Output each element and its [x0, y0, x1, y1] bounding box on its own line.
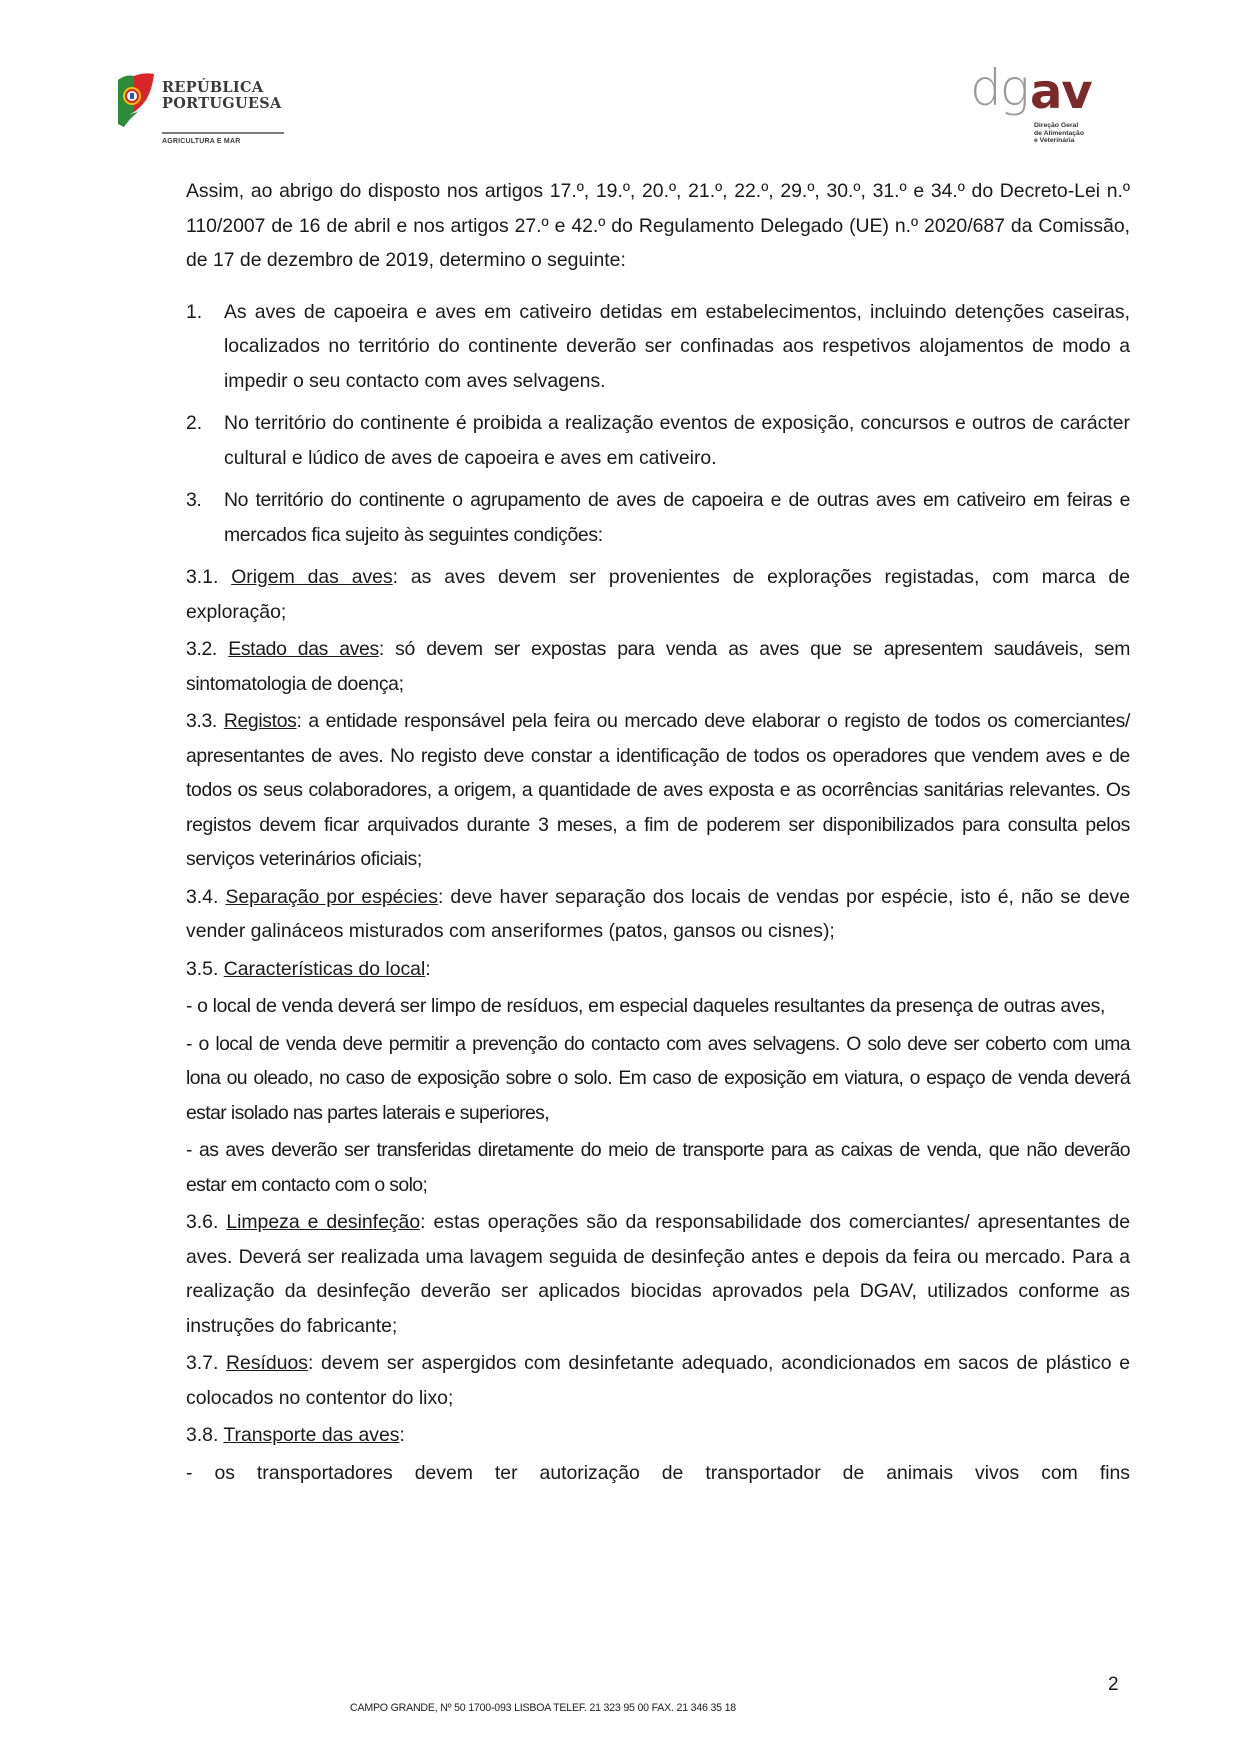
rp-subtitle: AGRICULTURA E MAR	[162, 138, 241, 145]
republica-portuguesa-logo	[112, 72, 292, 152]
dgav-sub-line3: e Veterinária	[1034, 137, 1075, 144]
rp-divider	[162, 132, 284, 134]
subitem-title: Estado das aves	[228, 638, 379, 660]
subitem-text: : só devem ser expostas para venda as aves que se apresentem saudáveis, sem sintomatologia de doença;	[186, 638, 1130, 695]
subitem-text: : deve haver separação dos locais de vendas por espécie, isto é, não se deve vender galináceos misturados com anseriformes (patos, gansos ou cisnes);	[186, 885, 1131, 942]
subitem-number: 3.2.	[186, 638, 217, 660]
subitem-text: :	[425, 957, 431, 980]
list-number: 2.	[186, 412, 203, 434]
dgav-logo	[970, 59, 1120, 156]
subitem-text: : as aves devem ser provenientes de explorações registadas, com marca de exploração;	[186, 566, 1130, 623]
subitem-title: Separação por espécies	[225, 885, 438, 908]
rp-title-line2: PORTUGUESA	[162, 95, 282, 112]
dgav-wordmark-dg: dg	[970, 59, 1028, 117]
local-bullet-2: - o local de venda deve permitir a prevenção do contacto com aves selvagens. O solo deve ser coberto com uma lona ou oleado, no caso de exposição sobre o solo. Em caso de exposição em viatura, o espaço de venda deverá estar isolado nas partes laterais e superiores,	[186, 1032, 1130, 1124]
subitem-number: 3.7.	[186, 1352, 219, 1374]
subitem-number: 3.4.	[186, 885, 219, 908]
subitem-title: Registos	[223, 710, 297, 732]
document-body	[186, 174, 1130, 1493]
subitem-number: 3.1.	[186, 566, 219, 588]
subitem-text: : a entidade responsável pela feira ou mercado deve elaborar o registo de todos os comerciantes/ apresentantes de aves. No registo deve constar a identificação de todos os operadores que vendem aves e de todos os seus colaboradores, a origem, a quantidade de aves exposta e as ocorrências sanitárias relevantes. Os registos devem ficar arquivados durante 3 meses, a fim de poderem ser disponibilizados para consulta pelos serviços veterinários oficiais;	[186, 710, 1130, 870]
portuguese-emblem-icon	[112, 72, 156, 127]
dgav-sub-line2: de Alimentação	[1034, 129, 1084, 137]
subitem-3-7	[186, 1346, 1130, 1415]
subitem-3-5	[186, 952, 1130, 987]
subitem-number: 3.5.	[186, 957, 219, 980]
transport-bullet: - os transportadores devem ter autorização de transportador de animais vivos com fins	[186, 1461, 1130, 1484]
subitem-3-2	[186, 632, 1130, 701]
subitem-text: : estas operações são da responsabilidade dos comerciantes/ apresentantes de aves. Deverá ser realizada uma lavagem seguida de desinfeção antes e depois da feira ou mercado. Para a realização da desinfeção deverão ser aplicados biocidas aprovados pela DGAV, utilizados conforme as instruções do fabricante;	[186, 1211, 1130, 1337]
list-item-3	[186, 483, 1130, 552]
subitem-text: : devem ser aspergidos com desinfetante adequado, acondicionados em sacos de plástico e colocados no contentor do lixo;	[186, 1352, 1131, 1409]
dgav-subtitle	[1034, 122, 1084, 145]
subitem-3-1	[186, 560, 1130, 629]
subitem-text: :	[399, 1424, 405, 1446]
dgav-wordmark-av: av	[1030, 64, 1092, 120]
list-text: As aves de capoeira e aves em cativeiro detidas em estabelecimentos, incluindo detenções caseiras, localizados no território do continente deverão ser confinadas aos respetivos alojamentos de modo a impedir o seu contacto com aves selvagens.	[224, 300, 1130, 392]
subitem-number: 3.3.	[186, 710, 217, 732]
subitem-title: Origem das aves	[231, 566, 393, 588]
footer-address: CAMPO GRANDE, Nº 50 1700-093 LISBOA TELEF. 21 323 95 00 FAX. 21 346 35 18	[350, 1702, 736, 1714]
subitem-number: 3.8.	[186, 1424, 219, 1446]
subitem-title: Características do local	[223, 957, 426, 980]
list-number: 3.	[186, 489, 202, 511]
subitem-3-3	[186, 704, 1130, 877]
intro-paragraph: Assim, ao abrigo do disposto nos artigos 17.º, 19.º, 20.º, 21.º, 22.º, 29.º, 30.º, 31.º e 34.º do Decreto-Lei n.º 110/2007 de 16 de abril e nos artigos 27.º e 42.º do Regulamento Delegado (UE) n.º 2020/687 da Comissão, de 17 de dezembro de 2019, determino o seguinte:	[186, 180, 1130, 271]
list-number: 1.	[186, 300, 203, 323]
subitem-title: Transporte das aves	[223, 1424, 400, 1446]
rp-title-line1: REPÚBLICA	[162, 79, 264, 96]
list-item-2	[186, 406, 1130, 475]
list-text: No território do continente é proibida a realização eventos de exposição, concursos e outros de carácter cultural e lúdico de aves de capoeira e aves em cativeiro.	[224, 412, 1130, 469]
local-bullet-3: - as aves deverão ser transferidas diretamente do meio de transporte para as caixas de venda, que não deverão estar em contacto com o solo;	[186, 1139, 1130, 1196]
subitem-3-4	[186, 880, 1130, 949]
subitem-3-8	[186, 1418, 1130, 1453]
page-number: 2	[1108, 1674, 1119, 1695]
dgav-sub-line1: Direção Geral	[1034, 122, 1079, 129]
subitem-title: Resíduos	[226, 1352, 308, 1374]
list-item-1	[186, 295, 1130, 399]
rp-title	[162, 80, 282, 112]
list-text: No território do continente o agrupamento de aves de capoeira e de outras aves em cativeiro em feiras e mercados fica sujeito às seguintes condições:	[224, 489, 1130, 546]
subitem-title: Limpeza e desinfeção	[226, 1211, 421, 1233]
subitem-3-6	[186, 1205, 1130, 1343]
subitem-number: 3.6.	[186, 1211, 219, 1233]
local-bullet-1: - o local de venda deverá ser limpo de resíduos, em especial daqueles resultantes da presença de outras aves,	[186, 995, 1106, 1017]
